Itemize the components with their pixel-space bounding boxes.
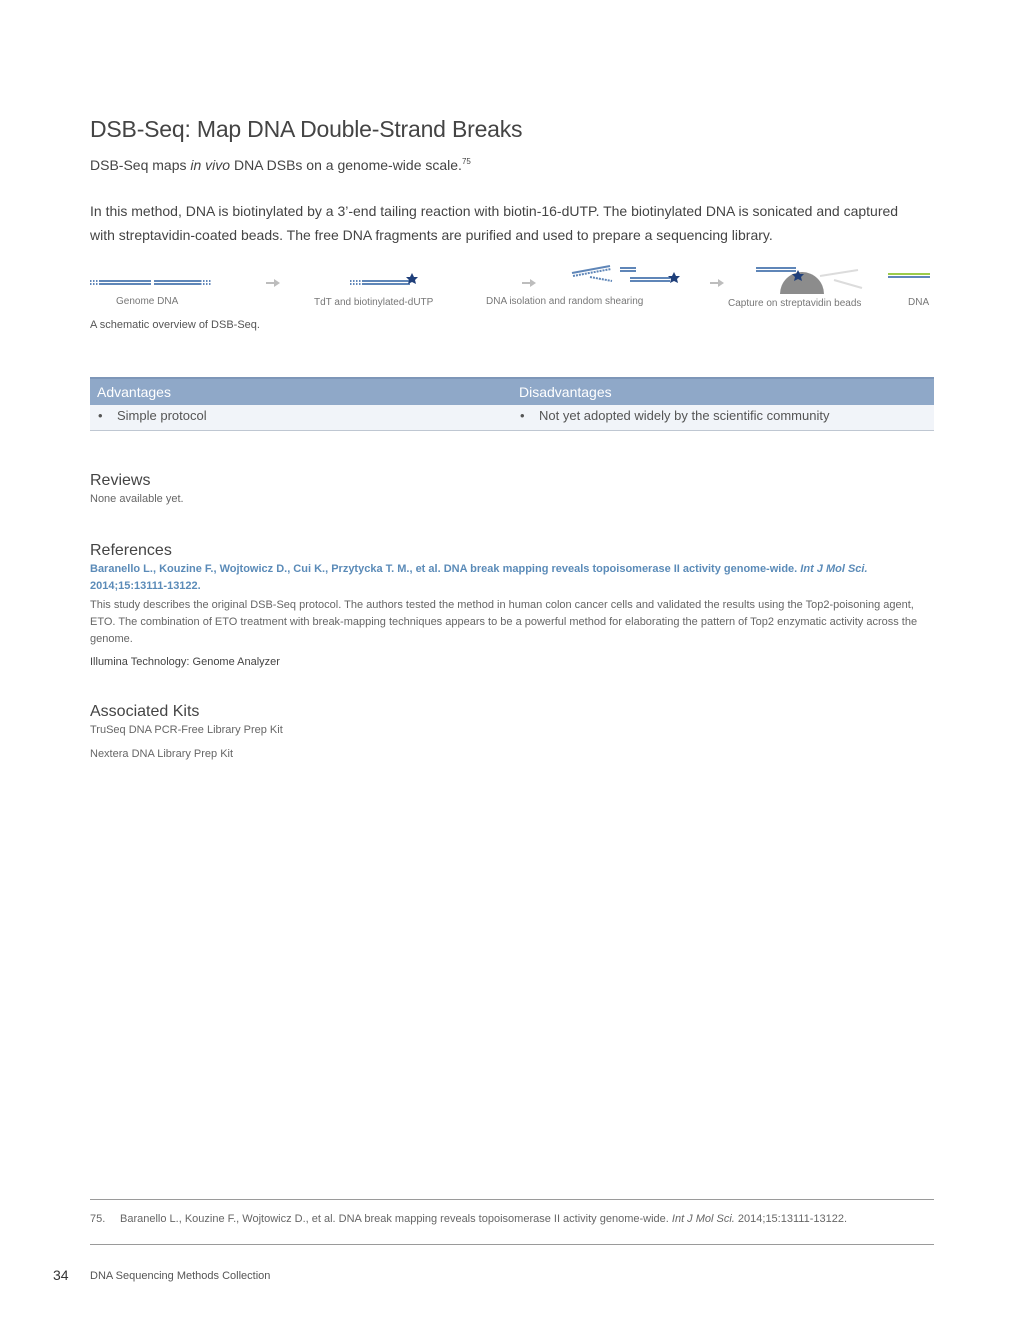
- bullet: •: [98, 408, 103, 423]
- kit-item[interactable]: TruSeq DNA PCR-Free Library Prep Kit: [90, 724, 283, 736]
- reference-citation-link[interactable]: [90, 561, 930, 595]
- intro-before: DSB-Seq maps: [90, 157, 191, 173]
- streptavidin-bead-icon: [756, 268, 862, 294]
- bullet: •: [520, 408, 525, 423]
- disadvantage-item: Not yet adopted widely by the scientific community: [539, 408, 830, 423]
- advantages-cell: [90, 405, 512, 431]
- biotinylated-dna-icon: [350, 273, 418, 284]
- citation-details: 2014;15:13111-13122.: [90, 580, 201, 592]
- footnote: [90, 1213, 847, 1225]
- intro-ref-link[interactable]: 75: [461, 157, 471, 166]
- intro-after: DNA DSBs on a genome-wide scale.: [230, 157, 462, 173]
- footnote-divider-top: [90, 1199, 934, 1200]
- step-label-shearing: DNA isolation and random shearing: [486, 296, 644, 307]
- intro-italic: in vivo: [190, 157, 231, 173]
- table-header-row: [90, 378, 934, 405]
- citation-text: Baranello L., Kouzine F., Wojtowicz D., Cui K., Przytycka T. M., et al. DNA break mapping reveals topoisomerase II activity genome-wide.: [90, 563, 801, 575]
- kit-item[interactable]: Nextera DNA Library Prep Kit: [90, 748, 234, 760]
- kits-heading: Associated Kits: [90, 703, 200, 720]
- dsb-seq-schematic: [90, 262, 940, 312]
- library-dna-icon: [888, 274, 930, 277]
- footnote-text: Baranello L., Kouzine F., Wojtowicz D., et al. DNA break mapping reveals topoisomerase II activity genome-wide.: [120, 1213, 672, 1225]
- reference-summary: This study describes the original DSB-Seq protocol. The authors tested the method in human colon cancer cells and validated the results using the Top2-poisoning agent, ETO. The combination of ETO treatment with break-mapping techniques appears to be a powerful method for elaborating the pattern of Top2 enzymatic activity across the genome.: [90, 599, 918, 645]
- references-heading: References: [90, 542, 172, 559]
- figure-caption: A schematic overview of DSB-Seq.: [90, 319, 260, 331]
- footnote-journal: Int J Mol Sci.: [671, 1213, 735, 1225]
- arrow-icon-1: [266, 279, 280, 287]
- advantages-header: Advantages: [90, 378, 512, 405]
- step-label-dna: DNA: [908, 297, 930, 308]
- advantage-item: Simple protocol: [117, 408, 207, 423]
- footer-title: DNA Sequencing Methods Collection: [90, 1270, 271, 1282]
- schematic-graphic: [90, 262, 940, 294]
- citation-journal: Int J Mol Sci.: [800, 563, 868, 575]
- pros-cons-table: [90, 377, 934, 431]
- arrow-icon-3: [710, 279, 724, 287]
- genome-dna-icon: [90, 281, 212, 284]
- step-label-capture: Capture on streptavidin beads: [728, 298, 862, 309]
- disadvantages-header: Disadvantages: [512, 378, 934, 405]
- reference-technology: Illumina Technology: Genome Analyzer: [90, 656, 280, 668]
- intro-text: [90, 157, 471, 173]
- page-title: DSB-Seq: Map DNA Double-Strand Breaks: [90, 116, 523, 142]
- footnote-divider-bottom: [90, 1244, 934, 1245]
- method-description: In this method, DNA is biotinylated by a 3’-end tailing reaction with biotin-16-dUTP. The biotinylated DNA is sonicated and captured with streptavidin-coated beads. The free DNA fragments are purified and used to prepare a sequencing library.: [90, 203, 899, 243]
- page-number: 34: [53, 1267, 69, 1283]
- disadvantages-cell: [512, 405, 934, 431]
- sheared-dna-icon: [572, 266, 680, 283]
- table-row: [90, 405, 934, 431]
- arrow-icon-2: [522, 279, 536, 287]
- step-label-tdt: TdT and biotinylated-dUTP: [314, 297, 434, 308]
- reviews-text: None available yet.: [90, 493, 184, 505]
- footnote-details: 2014;15:13111-13122.: [734, 1213, 847, 1225]
- step-label-genome-dna: Genome DNA: [116, 296, 179, 307]
- footnote-number: 75.: [90, 1213, 106, 1225]
- reviews-heading: Reviews: [90, 472, 151, 489]
